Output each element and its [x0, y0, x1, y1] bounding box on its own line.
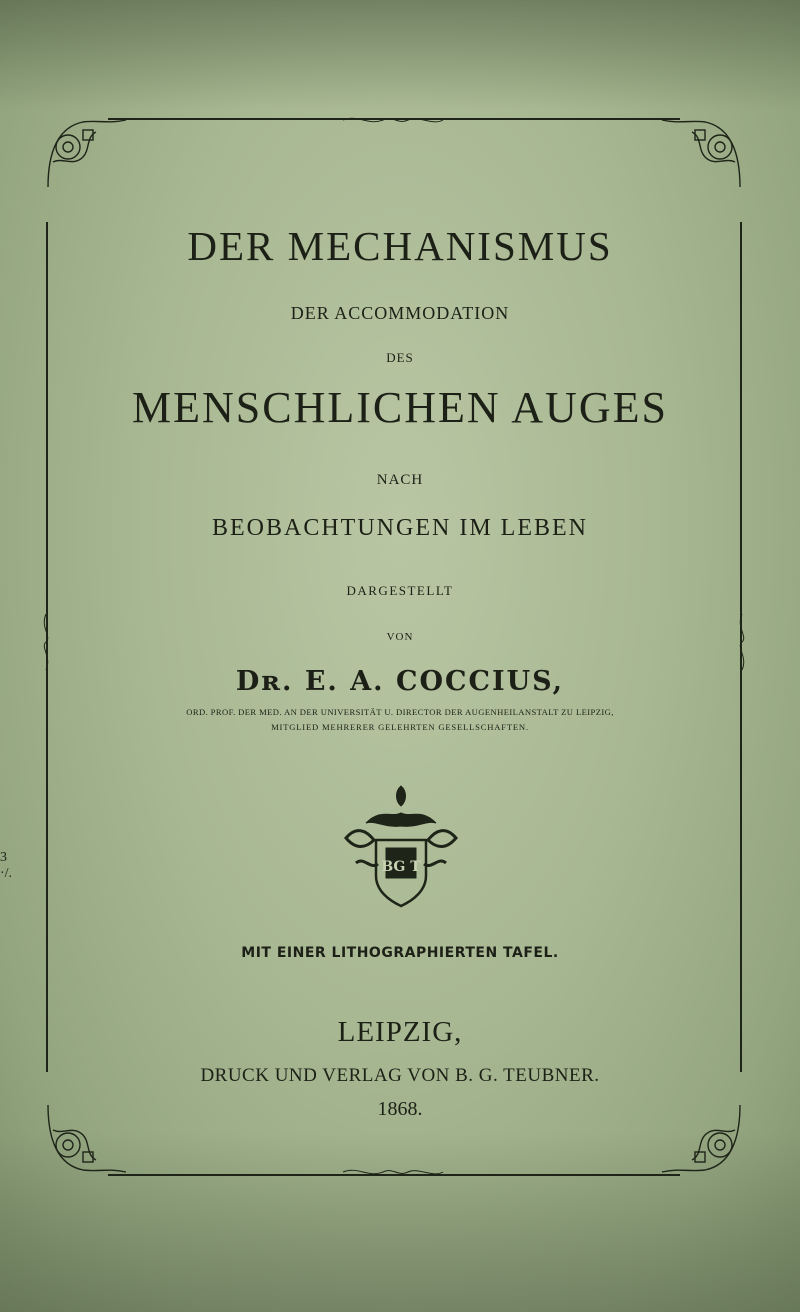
top-center-flourish-icon	[338, 112, 448, 128]
title-line-2: DER ACCOMMODATION	[290, 303, 510, 323]
corner-ornament-top-left-icon	[38, 112, 128, 192]
corner-ornament-top-right-icon	[660, 112, 750, 192]
by-line: VON	[386, 631, 414, 643]
title-line-4: MENSCHLICHEN AUGES	[132, 383, 668, 432]
publication-city: LEIPZIG,	[337, 1016, 463, 1048]
author-name: Dʀ. E. A. COCCIUS,	[235, 666, 565, 697]
publisher-line: DRUCK UND VERLAG VON B. G. TEUBNER.	[200, 1065, 600, 1086]
title-line-7: DARGESTELLT	[346, 583, 454, 598]
title-line-6: BEOBACHTUNGEN IM LEBEN	[212, 515, 588, 541]
title-line-1: DER MECHANISMUS	[187, 223, 613, 269]
author-affiliation-2: MITGLIED MEHRERER GELEHRTEN GESELLSCHAFTEN.	[271, 722, 529, 732]
title-line-3: DES	[386, 350, 414, 365]
paper-stain-top	[0, 0, 800, 110]
margin-mark: 3 ·/.	[0, 850, 13, 881]
publisher-emblem-icon	[326, 778, 476, 918]
emblem-monogram: BG T	[381, 859, 421, 875]
title-line-5: NACH	[376, 472, 424, 488]
publication-year: 1868.	[377, 1098, 423, 1120]
author-affiliation-1: ORD. PROF. DER MED. AN DER UNIVERSITÄT U. DIRECTOR DER AUGENHEILANSTALT ZU LEIPZIG,	[186, 707, 614, 717]
bottom-center-flourish-icon	[338, 1164, 448, 1180]
plate-note: MIT EINER LITHOGRAPHIERTEN TAFEL.	[241, 945, 559, 961]
